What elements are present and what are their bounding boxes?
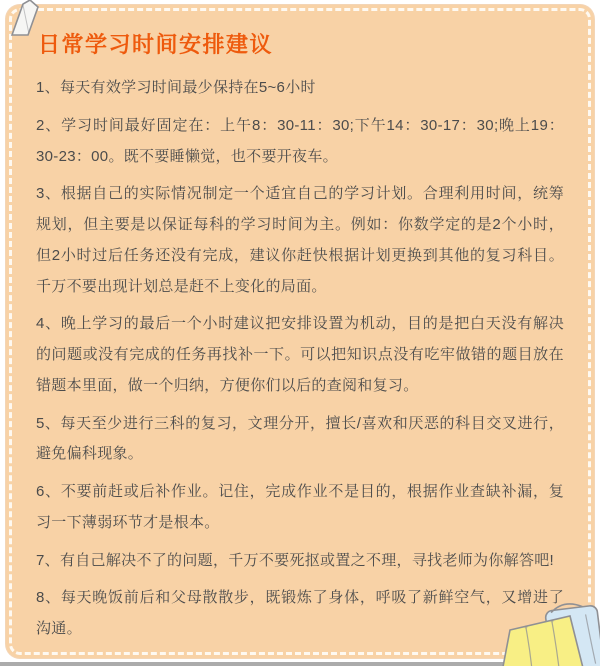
paper-corner-icon bbox=[7, 0, 53, 36]
page-title: 日常学习时间安排建议 bbox=[38, 32, 274, 57]
list-item-7: 7、有自己解决不了的问题，千万不要死抠或置之不理，寻找老师为你解答吧! bbox=[36, 551, 555, 569]
content-panel bbox=[6, 5, 594, 658]
list-item-8: 8、每天晚饭前后和父母散散步，既锻炼了身体，呼吸了新鲜空气，又增进了沟通。 bbox=[36, 589, 564, 637]
list-item-3: 3、根据自己的实际情况制定一个适宜自己的学习计划。合理利用时间，统筹规划，但主要是以保证每科的学习时间为主。例如：你数学定的是2个小时，但2小时过后任务还没有完成，建议你赶快根据计划更换到其他的复习科目。千万不要出现计划总是赶不上变化的局面。 bbox=[36, 185, 564, 295]
shopping-bags-icon bbox=[502, 580, 600, 666]
list-item-2: 2、学习时间最好固定在：上午8：30-11：30;下午14：30-17：30;晚上19：30-23：00。既不要睡懒觉，也不要开夜车。 bbox=[36, 116, 564, 165]
list-item-6: 6、不要前赶或后补作业。记住，完成作业不是目的，根据作业查缺补漏，复习一下薄弱环节才是根本。 bbox=[36, 483, 564, 531]
list-item-1: 1、每天有效学习时间最少保持在5~6小时 bbox=[36, 79, 316, 96]
list-item-5: 5、每天至少进行三科的复习，文理分开，擅长/喜欢和厌恶的科目交叉进行，避免偏科现象。 bbox=[36, 414, 564, 463]
list-item-4: 4、晚上学习的最后一个小时建议把安排设置为机动，目的是把白天没有解决的问题或没有完成的任务再找补一下。可以把知识点没有吃牢做错的题目放在错题本里面，做一个归纳，方便你们以后的查阅和复习。 bbox=[36, 315, 564, 394]
